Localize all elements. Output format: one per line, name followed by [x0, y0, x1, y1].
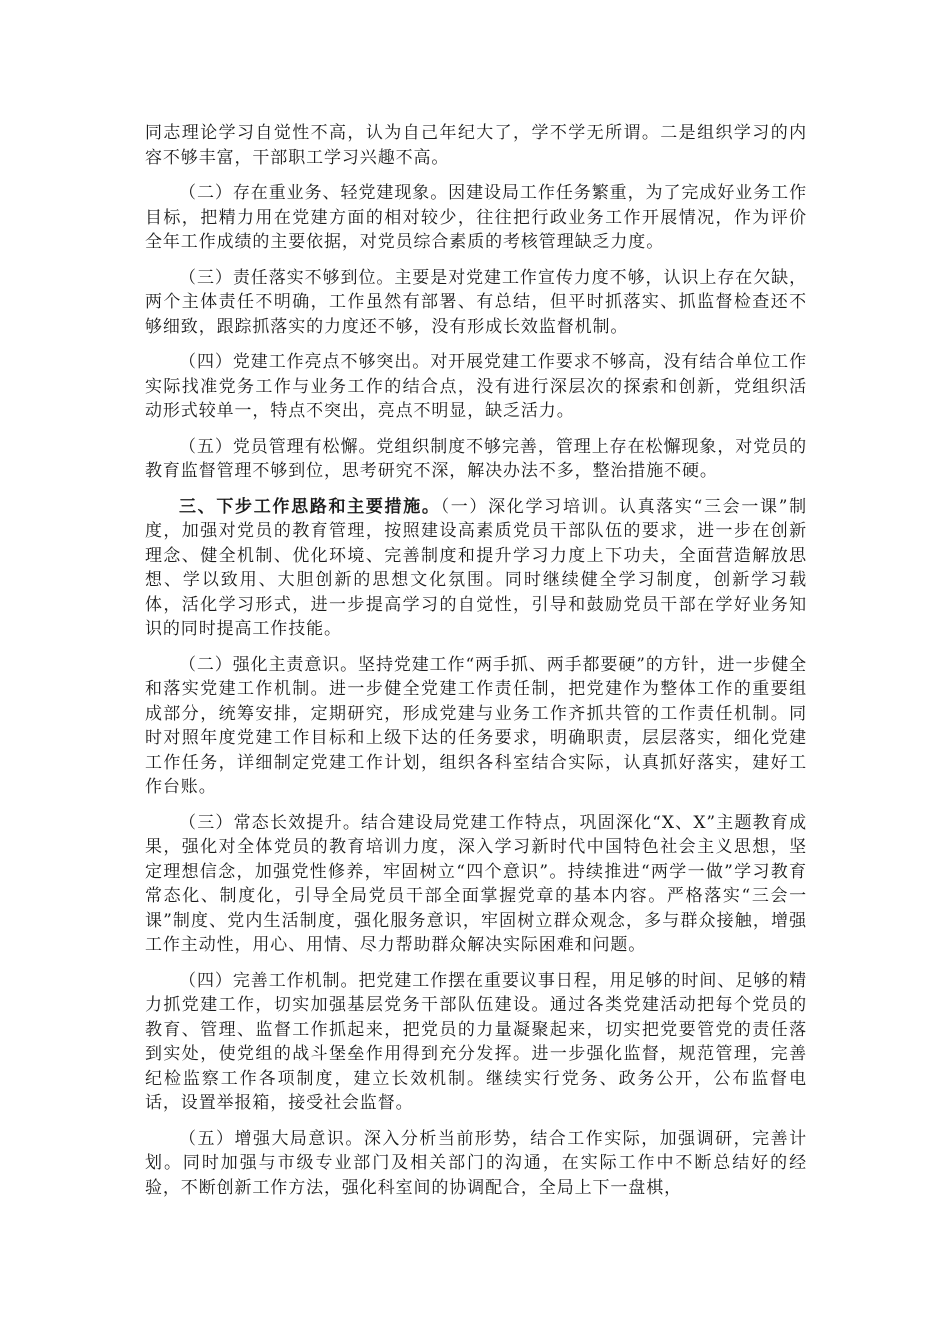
paragraph-continued: [145, 121, 807, 170]
paragraph-text: （二）强化主责意识。坚持党建工作“两手抓、两手都要硬”的方针，进一步健全和落实党建工作机制。进一步健全党建工作责任制，把党建作为整体工作的重要组成部分，统筹安排，定期研究，形成党建与业务工作齐抓共管的工作责任机制。同时对照年度党建工作目标和上级下达的任务要求，明确职责，层层落实，细化党建工作任务，详细制定党建工作计划，组织各科室结合实际，认真抓好落实，建好工作台账。: [145, 654, 807, 797]
paragraph-text: （五）党员管理有松懈。党组织制度不够完善，管理上存在松懈现象，对党员的教育监督管理不够到位，思考研究不深，解决办法不多，整治措施不硬。: [145, 436, 807, 481]
paragraph-text: （四）完善工作机制。把党建工作摆在重要议事日程，用足够的时间、足够的精力抓党建工作，切实加强基层党务干部队伍建设。通过各类党建活动把每个党员的教育、管理、监督工作抓起来，把党员的力量凝聚起来，切实把党要管党的责任落到实处，使党组的战斗堡垒作用得到充分发挥。进一步强化监督，规范管理，完善纪检监察工作各项制度，建立长效机制。继续实行党务、政务公开，公布监督电话，设置举报箱，接受社会监督。: [145, 970, 807, 1113]
paragraph-item-3: [145, 266, 807, 340]
paragraph-text: 同志理论学习自觉性不高，认为自己年纪大了，学不学无所谓。二是组织学习的内容不够丰富，干部职工学习兴趣不高。: [145, 123, 807, 168]
paragraph-text: （四）党建工作亮点不够突出。对开展党建工作要求不够高，没有结合单位工作实际找准党务工作与业务工作的结合点，没有进行深层次的探索和创新，党组织活动形式较单一，特点不突出，亮点不明显，缺乏活力。: [145, 352, 807, 421]
paragraph-text: （五）增强大局意识。深入分析当前形势，结合工作实际，加强调研，完善计划。同时加强与市级专业部门及相关部门的沟通，在实际工作中不断总结好的经验，不断创新工作方法，强化科室间的协调配合，全局上下一盘棋，: [145, 1128, 807, 1198]
paragraph-text: （三）常态长效提升。结合建设局党建工作特点，巩固深化“X、X”主题教育成果，强化对全体党员的教育培训力度，深入学习新时代中国特色社会主义思想，坚定理想信念，加强党性修养，牢固树立“四个意识”。持续推进“两学一做”学习教育常态化、制度化，引导全局党员干部全面掌握党章的基本内容。严格落实“三会一课”制度、党内生活制度，强化服务意识，牢固树立群众观念，多与群众接触，增强工作主动性，用心、用情、尽力帮助群众解决实际困难和问题。: [145, 812, 807, 955]
paragraph-item-5: [145, 435, 807, 484]
measure-item-2: [145, 653, 807, 800]
measure-item-5: [145, 1127, 807, 1201]
section-three-paragraph: [145, 495, 807, 642]
paragraph-item-2: [145, 181, 807, 255]
paragraph-item-4: [145, 350, 807, 424]
measure-item-4: [145, 969, 807, 1116]
paragraph-text: （三）责任落实不够到位。主要是对党建工作宣传力度不够，认识上存在欠缺，两个主体责任不明确，工作虽然有部署、有总结，但平时抓落实、抓监督检查还不够细致，跟踪抓落实的力度还不够，没有形成长效监督机制。: [145, 267, 807, 337]
paragraph-text: （二）存在重业务、轻党建现象。因建设局工作任务繁重，为了完成好业务工作目标，把精力用在党建方面的相对较少，往往把行政业务工作开展情况，作为评价全年工作成绩的主要依据，对党员综合素质的考核管理缺乏力度。: [145, 183, 807, 252]
document-body: [145, 121, 807, 1211]
measure-item-3: [145, 811, 807, 958]
paragraph-text: （一）深化学习培训。认真落实“三会一课”制度，加强对党员的教育管理，按照建设高素质党员干部队伍的要求，进一步在创新理念、健全机制、优化环境、完善制度和提升学习力度上下功夫，全面营造解放思想、学以致用、大胆创新的思想文化氛围。同时继续健全学习制度，创新学习载体，活化学习形式，进一步提高学习的自觉性，引导和鼓励党员干部在学好业务知识的同时提高工作技能。: [145, 496, 807, 639]
section-heading: 三、下步工作思路和主要措施。: [179, 496, 441, 517]
